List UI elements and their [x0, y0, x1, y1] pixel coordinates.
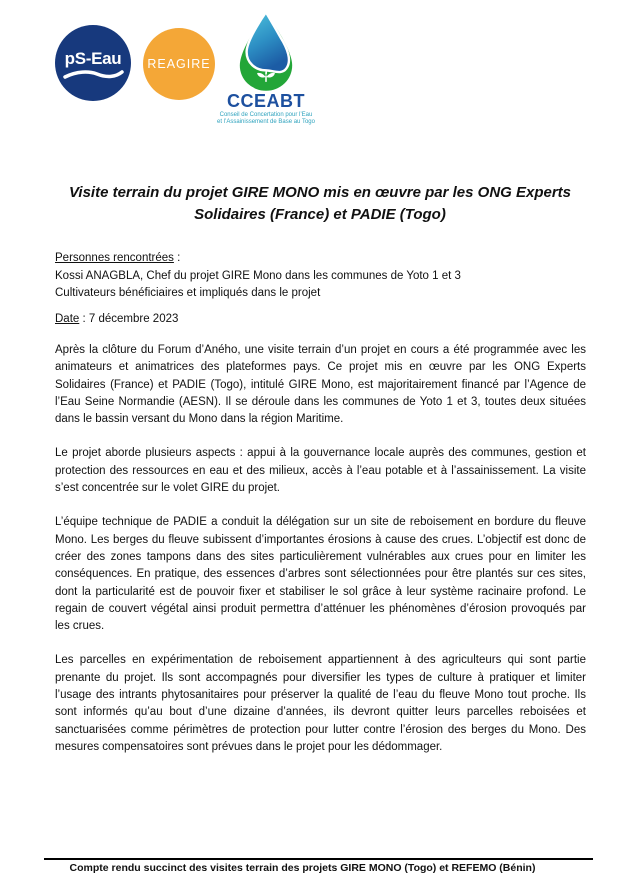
document-title-line1: Visite terrain du projet GIRE MONO mis en œuvre par les ONG Experts — [68, 184, 572, 201]
cceabt-acronym: CCEABT — [227, 91, 305, 111]
cceabt-tagline-line1: Conseil de Concertation pour l’Eau — [219, 112, 313, 118]
cceabt-drop-icon — [206, 11, 326, 91]
paragraph-project-aspects: Le projet aborde plusieurs aspects : appui à la gouvernance locale auprès des communes, gestion et protection des ressources en eau et des milieux, accès à l’eau potable et à l’assainissement. La visite s’est concentrée sur le volet GIRE du projet. — [55, 447, 586, 495]
meta-block — [55, 250, 585, 328]
reagire-logo-label: REAGIRE — [147, 57, 211, 71]
document-title — [55, 182, 585, 226]
pseau-wave-icon — [55, 25, 131, 101]
pseau-logo — [55, 25, 131, 101]
person-line: Cultivateurs bénéficiaires et impliqués dans le projet — [55, 287, 321, 299]
paragraph-parcelles: Les parcelles en expérimentation de reboisement appartiennent à des agriculteurs qui sont partie prenante du projet. Ils sont accompagnés pour diversifier les types de culture à pratiquer et limiter l’usage des intrants phytosanitaires pour préserver la qualité de l’eau du fleuve Mono tout proche. Ils sont informés qu’au bout d’une dizaine d’années, ils devront quitter leurs parcelles reboisées et sanctuarisées comme périmètres de protection pour lutter contre l’érosion des berges du Mono. Des mesures compensatoires sont prévues dans le projet pour les dédommager. — [55, 654, 586, 753]
cceabt-tagline-line2: et l’Assainissement de Base au Togo — [217, 119, 315, 125]
footer-divider — [44, 858, 593, 860]
people-colon: : — [173, 252, 181, 264]
reagire-logo — [143, 28, 215, 100]
document-title-line2: Solidaires (France) et PADIE (Togo) — [194, 206, 446, 223]
people-label: Personnes rencontrées — [55, 252, 174, 264]
date-line — [55, 311, 585, 329]
pseau-logo-label: pS-Eau — [64, 49, 122, 68]
date-value: : 7 décembre 2023 — [79, 312, 179, 325]
date-label: Date — [55, 312, 80, 325]
people-heading — [55, 250, 585, 268]
paragraph-reboisement: L’équipe technique de PADIE a conduit la délégation sur un site de reboisement en bordure du fleuve Mono. Les berges du fleuve subissent d’importantes érosions à cause des crues. L’objectif est donc de créer des zones tampons dans des sites particulièrement vulnérables aux crues pour en limiter les conséquences. En pratique, des essences d’arbres sont sélectionnées pour être plantés sur ces sites, dont la particularité est de pouvoir fixer et stabiliser le sol grâce à leur système racinaire profond. Le regain de couvert végétal ainsi produit permettra d’atténuer les phénomènes d’érosion provoqués par les crues. — [55, 516, 586, 633]
cceabt-logo — [206, 11, 326, 126]
footer-caption: Compte rendu succinct des visites terrain des projets GIRE MONO (Togo) et REFEMO (Bénin) — [69, 862, 536, 874]
person-line: Kossi ANAGBLA, Chef du projet GIRE Mono dans les communes de Yoto 1 et 3 — [55, 269, 461, 282]
body-text — [55, 342, 586, 773]
cceabt-tagline — [206, 112, 326, 126]
paragraph-context: Après la clôture du Forum d’Aného, une visite terrain d’un projet en cours a été programmée avec les animateurs et animatrices des plateformes pays. Ce projet mis en œuvre par les ONG Experts Solidaires (France) et PADIE (Togo), intitulé GIRE Mono, est majoritairement financé par l’Agence de l’Eau Seine Normandie (AESN). Il se déroule dans les communes de Yoto 1 et 3, toutes deux situées dans le bassin versant du Mono dans la région Maritime. — [55, 344, 586, 426]
